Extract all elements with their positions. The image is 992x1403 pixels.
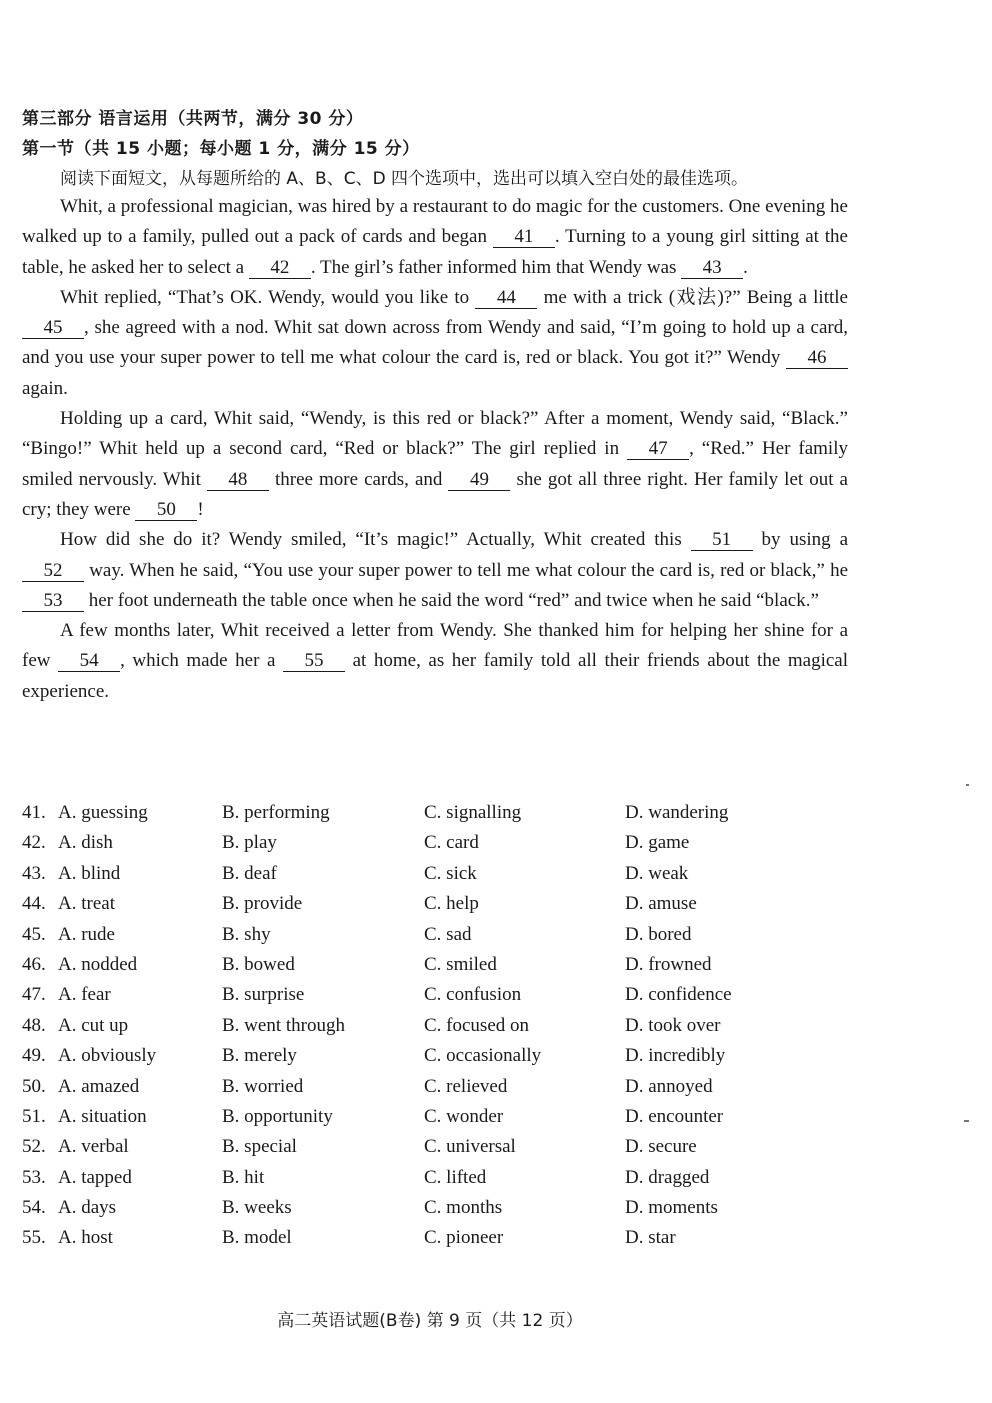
option-d: D. star bbox=[625, 1227, 676, 1249]
option-b: B. special bbox=[222, 1136, 297, 1158]
blank-47: 47 bbox=[627, 439, 689, 460]
option-row-41 bbox=[22, 798, 822, 828]
option-row-51 bbox=[22, 1102, 822, 1132]
option-row-50 bbox=[22, 1072, 822, 1102]
cloze-passage bbox=[22, 192, 848, 707]
option-row-53 bbox=[22, 1163, 822, 1193]
blank-55: 55 bbox=[283, 651, 345, 672]
option-d: D. frowned bbox=[625, 953, 712, 975]
option-c: C. smiled bbox=[424, 953, 497, 975]
option-d: D. annoyed bbox=[625, 1075, 713, 1097]
blank-44: 44 bbox=[475, 288, 537, 309]
option-d: D. confidence bbox=[625, 984, 732, 1006]
question-number: 41. bbox=[22, 802, 46, 823]
option-c: C. card bbox=[424, 832, 479, 854]
blank-53: 53 bbox=[22, 591, 84, 612]
option-b: B. play bbox=[222, 832, 277, 854]
option-c: C. relieved bbox=[424, 1075, 508, 1097]
option-b: B. provide bbox=[222, 893, 303, 915]
option-row-46 bbox=[22, 950, 822, 980]
question-number: 54. bbox=[22, 1197, 46, 1219]
option-a: A. fear bbox=[58, 984, 111, 1006]
blank-48: 48 bbox=[207, 470, 269, 491]
section-heading: 第三部分 语言运用（共两节，满分 30 分） bbox=[22, 109, 364, 129]
blank-54: 54 bbox=[58, 651, 120, 672]
question-number: 43. bbox=[22, 862, 46, 884]
blank-45: 45 bbox=[22, 318, 84, 339]
option-b: B. hit bbox=[222, 1166, 265, 1188]
passage-paragraph-5: A few months later, Whit received a letter from Wendy. She thanked him for helping her shine for a few 54 , which made her a 55 at home, as her family told all their friends about the magical experience. bbox=[22, 620, 848, 702]
option-d: D. wandering bbox=[625, 802, 729, 823]
option-b: B. bowed bbox=[222, 953, 295, 975]
option-a: A. host bbox=[58, 1227, 113, 1249]
passage-paragraph-2: Whit replied, “That’s OK. Wendy, would you like to 44 me with a trick (戏法)?” Being a little 45 , she agreed with a nod. Whit sat down across from Wendy and said, “I’m going to hold up a card, and you use your super power to tell me what colour the card is, red or black. You got it?” Wendy 46 again. bbox=[22, 286, 848, 399]
blank-52: 52 bbox=[22, 561, 84, 582]
passage-paragraph-3: Holding up a card, Whit said, “Wendy, is this red or black?” After a moment, Wendy said, “Black.” “Bingo!” Whit held up a second card, “Red or black?” The girl replied in 47 , “Red.” Her family smiled nervously. Whit 48 three more cards, and 49 she got all three right. Her family let out a cry; they were 50 ! bbox=[22, 408, 848, 520]
option-b: B. went through bbox=[222, 1014, 345, 1036]
option-row-48 bbox=[22, 1011, 822, 1041]
option-b: B. weeks bbox=[222, 1197, 292, 1219]
option-d: D. bored bbox=[625, 923, 692, 945]
option-a: A. rude bbox=[58, 923, 115, 945]
question-number: 51. bbox=[22, 1105, 46, 1127]
option-c: C. universal bbox=[424, 1136, 516, 1158]
question-number: 55. bbox=[22, 1227, 46, 1249]
options-list bbox=[22, 798, 822, 1254]
option-a: A. situation bbox=[58, 1105, 147, 1127]
option-row-45 bbox=[22, 920, 822, 950]
option-c: C. months bbox=[424, 1197, 503, 1219]
option-b: B. deaf bbox=[222, 862, 277, 884]
question-number: 46. bbox=[22, 953, 46, 975]
option-row-47 bbox=[22, 980, 822, 1010]
blank-51: 51 bbox=[691, 530, 753, 551]
passage-paragraph-4: How did she do it? Wendy smiled, “It’s magic!” Actually, Whit created this 51 by using a 52 way. When he said, “You use your super power to tell me what colour the card is, red or black,” he 53 her foot underneath the table once when he said the word “red” and twice when he said “black.” bbox=[22, 525, 848, 616]
option-d: D. encounter bbox=[625, 1105, 724, 1127]
option-a: A. amazed bbox=[58, 1075, 140, 1097]
page-footer: 高二英语试题(B卷) 第 9 页（共 12 页） bbox=[277, 1311, 583, 1331]
blank-42: 42 bbox=[249, 258, 311, 279]
subsection-heading: 第一节（共 15 小题；每小题 1 分，满分 15 分） bbox=[22, 139, 420, 159]
option-d: D. incredibly bbox=[625, 1045, 726, 1067]
option-d: D. moments bbox=[625, 1197, 718, 1219]
option-b: B. model bbox=[222, 1227, 292, 1249]
option-b: B. merely bbox=[222, 1045, 297, 1067]
question-number: 49. bbox=[22, 1045, 46, 1067]
blank-46: 46 bbox=[786, 348, 848, 369]
scan-speck bbox=[966, 784, 969, 786]
option-row-43 bbox=[22, 859, 822, 889]
option-c: C. sad bbox=[424, 923, 472, 945]
option-b: B. shy bbox=[222, 923, 271, 945]
option-d: D. amuse bbox=[625, 893, 697, 915]
option-a: A. dish bbox=[58, 832, 113, 854]
question-number: 50. bbox=[22, 1075, 46, 1097]
option-row-55 bbox=[22, 1223, 822, 1253]
question-number: 53. bbox=[22, 1166, 46, 1188]
option-a: A. treat bbox=[58, 893, 115, 915]
option-row-49 bbox=[22, 1041, 822, 1071]
blank-43: 43 bbox=[681, 258, 743, 279]
option-c: C. signalling bbox=[424, 802, 522, 823]
question-number: 48. bbox=[22, 1014, 46, 1036]
option-a: A. nodded bbox=[58, 953, 138, 975]
question-number: 44. bbox=[22, 893, 46, 915]
option-b: B. worried bbox=[222, 1075, 304, 1097]
option-c: C. occasionally bbox=[424, 1045, 542, 1067]
question-number: 42. bbox=[22, 832, 46, 854]
option-a: A. tapped bbox=[58, 1166, 132, 1188]
blank-41: 41 bbox=[493, 227, 555, 248]
option-d: D. dragged bbox=[625, 1166, 710, 1188]
option-c: C. lifted bbox=[424, 1166, 487, 1188]
option-b: B. opportunity bbox=[222, 1105, 333, 1127]
option-c: C. sick bbox=[424, 862, 477, 884]
option-row-54 bbox=[22, 1193, 822, 1223]
option-a: A. guessing bbox=[58, 802, 148, 823]
question-number: 47. bbox=[22, 984, 46, 1006]
blank-50: 50 bbox=[135, 500, 197, 521]
option-d: D. took over bbox=[625, 1014, 721, 1036]
scan-speck bbox=[964, 1120, 969, 1122]
option-c: C. pioneer bbox=[424, 1227, 504, 1249]
instructions: 阅读下面短文，从每题所给的 A、B、C、D 四个选项中，选出可以填入空白处的最佳选项。 bbox=[60, 169, 749, 189]
passage-paragraph-1: Whit, a professional magician, was hired by a restaurant to do magic for the customers. One evening he walked up to a family, pulled out a pack of cards and began 41 . Turning to a young girl sitting at the table, he asked her to select a 42 . The girl’s father informed him that Wendy was 43 . bbox=[22, 196, 848, 278]
question-number: 52. bbox=[22, 1136, 46, 1158]
blank-49: 49 bbox=[448, 470, 510, 491]
option-a: A. verbal bbox=[58, 1136, 129, 1158]
option-row-52 bbox=[22, 1132, 822, 1162]
option-row-42 bbox=[22, 828, 822, 858]
question-number: 45. bbox=[22, 923, 46, 945]
option-a: A. cut up bbox=[58, 1014, 129, 1036]
option-b: B. surprise bbox=[222, 984, 305, 1006]
option-d: D. secure bbox=[625, 1136, 697, 1158]
option-c: C. confusion bbox=[424, 984, 522, 1006]
option-b: B. performing bbox=[222, 802, 330, 823]
option-c: C. focused on bbox=[424, 1014, 530, 1036]
option-d: D. game bbox=[625, 832, 690, 854]
option-a: A. obviously bbox=[58, 1045, 157, 1067]
option-row-44 bbox=[22, 889, 822, 919]
option-a: A. blind bbox=[58, 862, 121, 884]
option-c: C. help bbox=[424, 893, 479, 915]
option-d: D. weak bbox=[625, 862, 689, 884]
option-a: A. days bbox=[58, 1197, 117, 1219]
option-c: C. wonder bbox=[424, 1105, 504, 1127]
